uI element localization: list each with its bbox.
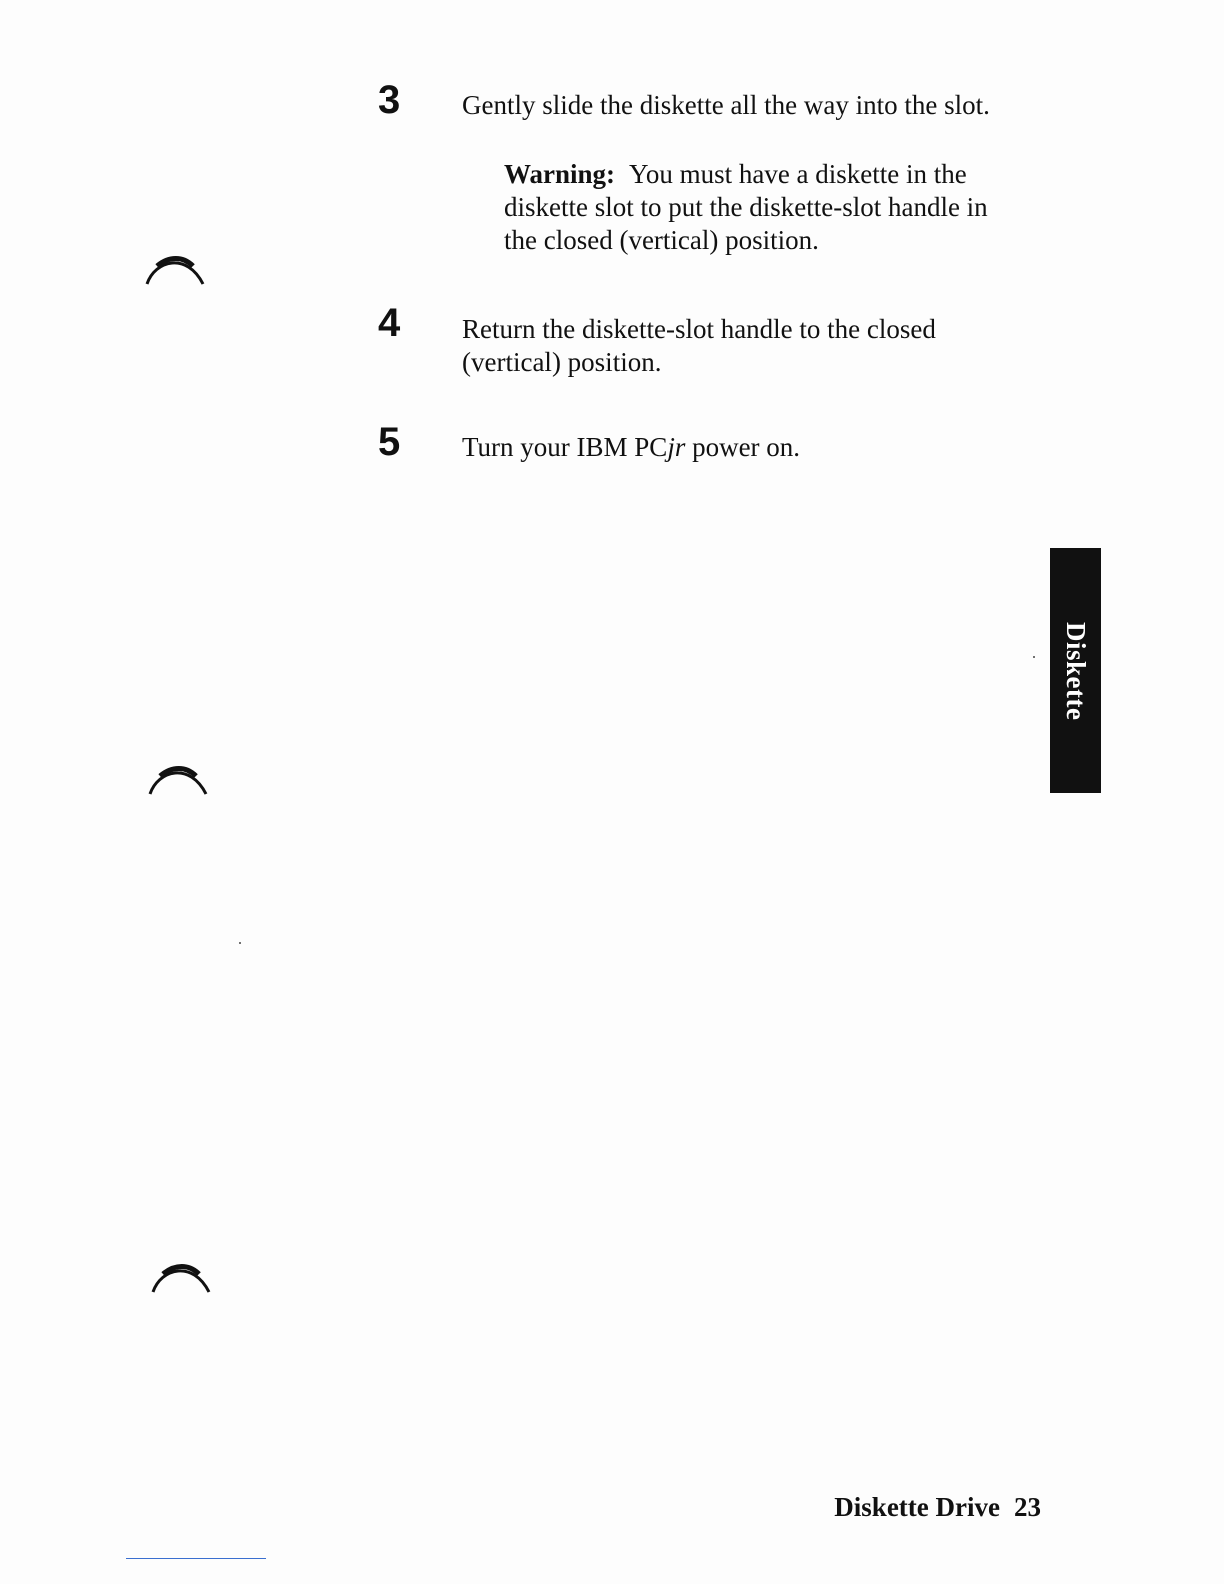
step-4-number: 4 (378, 301, 401, 345)
step-5-text-end: power on. (685, 432, 801, 462)
warning-label: Warning: (504, 159, 616, 189)
binder-hole-mark-top (145, 254, 205, 288)
step-5-text-start: Turn your IBM PC (462, 432, 668, 462)
scan-speck (1033, 656, 1035, 658)
page-footer (834, 1492, 1041, 1523)
scan-speck (239, 942, 241, 944)
step-5-text-italic: jr (667, 432, 686, 462)
footer-section-title: Diskette Drive (834, 1492, 1000, 1522)
step-5-number: 5 (378, 420, 401, 464)
warning-line-1: You must have a diskette in the (629, 159, 967, 189)
binder-hole-mark-middle (148, 764, 208, 798)
step-3-number: 3 (378, 78, 401, 122)
step-5-text (462, 431, 800, 464)
binder-hole-mark-bottom (151, 1262, 211, 1296)
step-4-text-line-2: (vertical) position. (462, 347, 662, 377)
bottom-edge-line (126, 1558, 266, 1559)
footer-page-number: 23 (1014, 1492, 1041, 1522)
section-tab (1050, 548, 1101, 793)
warning-note (504, 158, 1064, 257)
step-4-text (462, 313, 936, 379)
warning-line-3: the closed (vertical) position. (504, 225, 819, 255)
step-3-text: Gently slide the diskette all the way into the slot. (462, 90, 990, 120)
step-4-text-line-1: Return the diskette-slot handle to the closed (462, 314, 936, 344)
warning-line-2: diskette slot to put the diskette-slot handle in (504, 192, 988, 222)
section-tab-label: Diskette (1061, 621, 1091, 721)
